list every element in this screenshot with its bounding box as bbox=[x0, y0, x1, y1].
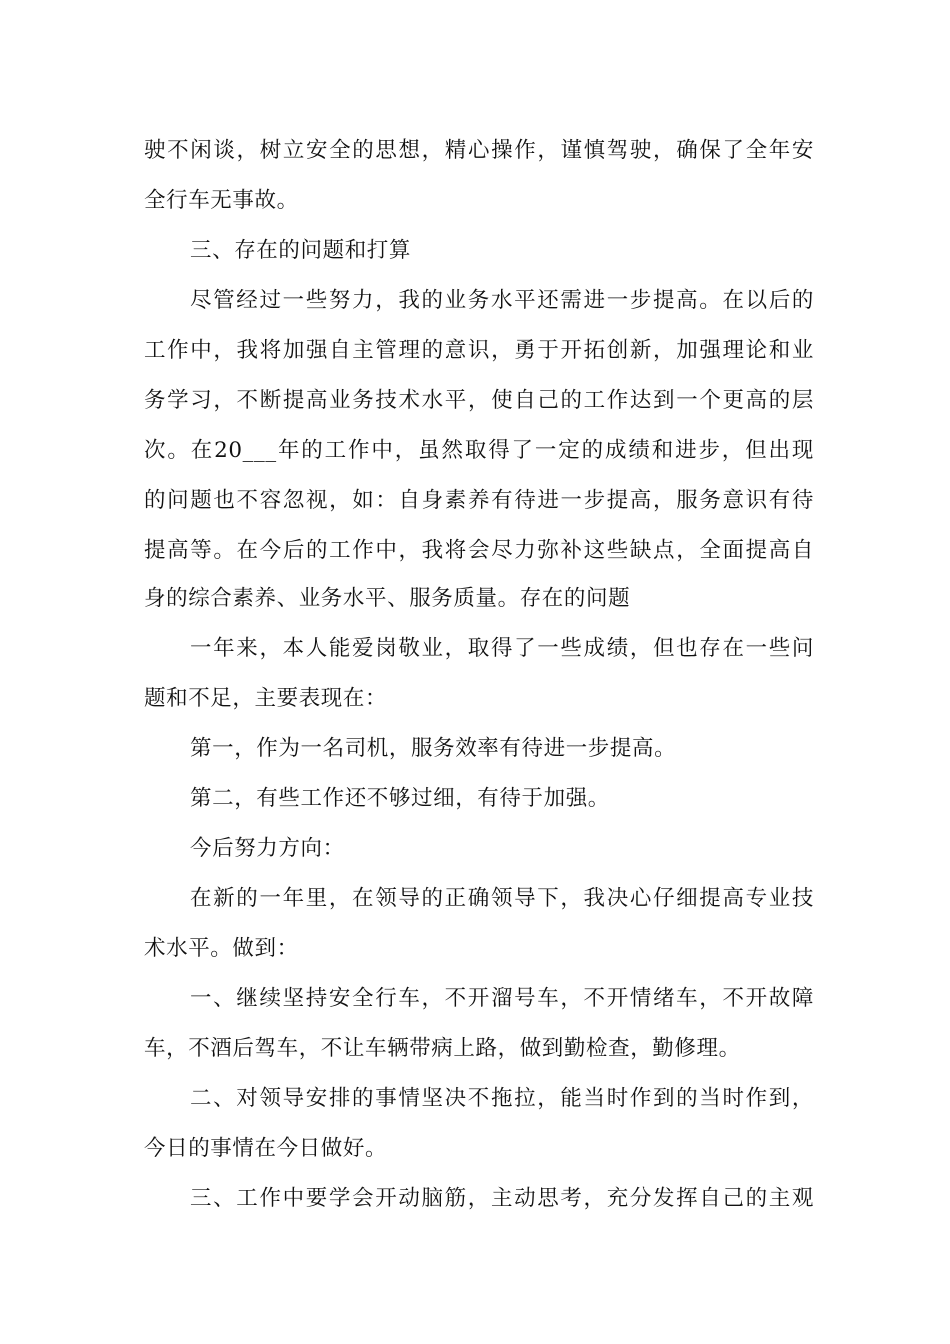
text-line: 车，不酒后驾车，不让车辆带病上路，做到勤检查，勤修理。 bbox=[144, 1036, 741, 1061]
text-line: 二、对领导安排的事情坚决不拖拉，能当时作到的当时作到， bbox=[190, 1086, 814, 1111]
text-line: 题和不足，主要表现在： bbox=[144, 686, 388, 711]
text-line: 术水平。做到： bbox=[144, 936, 299, 961]
text-line: 身的综合素养、业务水平、服务质量。存在的问题 bbox=[144, 586, 631, 611]
text-line: 第二，有些工作还不够过细，有待于加强。 bbox=[190, 786, 610, 811]
text-line: 次。在20___年的工作中，虽然取得了一定的成绩和进步，但出现 bbox=[144, 438, 814, 463]
text-line: 今日的事情在今日做好。 bbox=[144, 1136, 388, 1161]
text-line: 尽管经过一些努力，我的业务水平还需进一步提高。在以后的 bbox=[190, 288, 814, 313]
text-line: 在新的一年里，在领导的正确领导下，我决心仔细提高专业技 bbox=[190, 886, 814, 911]
text-line: 三、工作中要学会开动脑筋，主动思考，充分发挥自己的主观 bbox=[190, 1186, 814, 1211]
text-line: 一年来，本人能爱岗敬业，取得了一些成绩，但也存在一些问 bbox=[190, 636, 814, 661]
text-line: 工作中，我将加强自主管理的意识，勇于开拓创新，加强理论和业 bbox=[144, 338, 814, 363]
section-heading: 三、存在的问题和打算 bbox=[190, 238, 412, 263]
text-line: 第一，作为一名司机，服务效率有待进一步提高。 bbox=[190, 736, 677, 761]
text-line: 一、继续坚持安全行车，不开溜号车，不开情绪车，不开故障 bbox=[190, 986, 814, 1011]
text-line: 全行车无事故。 bbox=[144, 188, 299, 213]
text-line: 的问题也不容忽视，如：自身素养有待进一步提高，服务意识有待 bbox=[144, 488, 814, 513]
text-line: 驶不闲谈，树立安全的思想，精心操作，谨慎驾驶，确保了全年安 bbox=[144, 138, 814, 163]
text-line: 务学习，不断提高业务技术水平，使自己的工作达到一个更高的层 bbox=[144, 388, 814, 413]
text-line: 提高等。在今后的工作中，我将会尽力弥补这些缺点，全面提高自 bbox=[144, 538, 814, 563]
text-line: 今后努力方向： bbox=[190, 836, 345, 861]
